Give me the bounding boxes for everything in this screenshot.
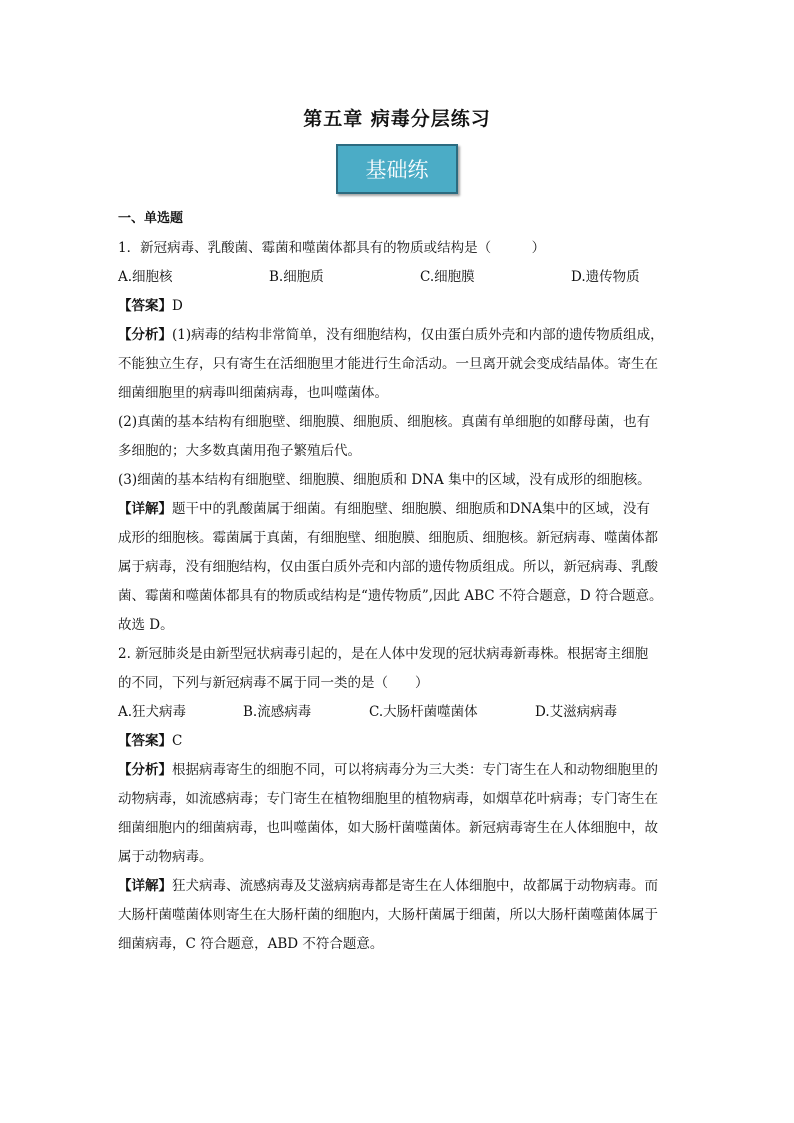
q2-answer xyxy=(118,727,678,756)
analysis-tag: 【分析】 xyxy=(118,762,172,778)
q1-analysis-line: 细菌细胞里的病毒叫细菌病毒，也叫噬菌体。 xyxy=(118,385,388,401)
q1-detail-line xyxy=(118,495,678,524)
detail-tag: 【详解】 xyxy=(118,501,172,517)
question-content xyxy=(118,234,678,959)
q1-option-c: C.细胞膜 xyxy=(420,269,475,285)
level-badge: 基础练 xyxy=(336,144,458,194)
q1-answer xyxy=(118,292,678,321)
q2-analysis-line xyxy=(118,756,678,785)
section-heading: 一、单选题 xyxy=(118,211,184,226)
q2-analysis-line: 细菌细胞内的细菌病毒，也叫噬菌体，如大肠杆菌噬菌体。新冠病毒寄生在人体细胞中，故 xyxy=(118,820,658,836)
q2-detail-line: 大肠杆菌噬菌体则寄生在大肠杆菌的细胞内，大肠杆菌属于细菌，所以大肠杆菌噬菌体属于 xyxy=(118,907,658,923)
text-line: 狂犬病毒、流感病毒及艾滋病病毒都是寄生在人体细胞中，故都属于动物病毒。而 xyxy=(172,878,658,894)
q1-options xyxy=(118,263,678,292)
q1-detail-line: 故选 D。 xyxy=(118,617,174,633)
q2-analysis-line: 属于动物病毒。 xyxy=(118,849,213,865)
q1-detail-line: 属于病毒，没有细胞结构，仅由蛋白质外壳和内部的遗传物质组成。所以，新冠病毒、乳酸 xyxy=(118,559,658,575)
text-line: 根据病毒寄生的细胞不同，可以将病毒分为三大类：专门寄生在人和动物细胞里的 xyxy=(172,762,658,778)
answer-value: C xyxy=(172,733,183,749)
q2-options xyxy=(118,698,678,727)
q1-option-b: B.细胞质 xyxy=(269,269,324,285)
q2-option-d: D.艾滋病病毒 xyxy=(535,704,618,720)
answer-value: D xyxy=(172,298,183,314)
page-title: 第五章 病毒分层练习 xyxy=(303,108,491,130)
text-line: (1)病毒的结构非常简单，没有细胞结构，仅由蛋白质外壳和内部的遗传物质组成， xyxy=(172,327,664,343)
q2-stem-line: 的不同，下列与新冠病毒不属于同一类的是（ ） xyxy=(118,675,429,691)
q2-stem-line: 2. 新冠肺炎是由新型冠状病毒引起的，是在人体中发现的冠状病毒新毒株。根据寄主细胞 xyxy=(118,646,649,662)
q1-detail-line: 菌、霉菌和噬菌体都具有的物质或结构是“遗传物质”,因此 ABC 不符合题意，D 符合题意。 xyxy=(118,588,663,604)
q1-option-a: A.细胞核 xyxy=(118,269,173,285)
answer-tag: 【答案】 xyxy=(118,733,172,749)
q2-analysis-line: 动物病毒，如流感病毒；专门寄生在植物细胞里的植物病毒，如烟草花叶病毒；专门寄生在 xyxy=(118,791,658,807)
q1-detail-line: 成形的细胞核。霉菌属于真菌，有细胞壁、细胞膜、细胞质、细胞核。新冠病毒、噬菌体都 xyxy=(118,530,658,546)
q2-option-c: C.大肠杆菌噬菌体 xyxy=(369,704,478,720)
q1-analysis-line: 不能独立生存，只有寄生在活细胞里才能进行生命活动。一旦离开就会变成结晶体。寄生在 xyxy=(118,356,658,372)
q2-detail-line xyxy=(118,872,678,901)
q1-stem: 1．新冠病毒、乳酸菌、霉菌和噬菌体都具有的物质或结构是（ ） xyxy=(118,240,546,256)
q1-analysis-line xyxy=(118,321,678,350)
q1-analysis-line: 多细胞的；大多数真菌用孢子繁殖后代。 xyxy=(118,443,361,459)
answer-tag: 【答案】 xyxy=(118,298,172,314)
analysis-tag: 【分析】 xyxy=(118,327,172,343)
text-line: 题干中的乳酸菌属于细菌。有细胞壁、细胞膜、细胞质和DNA集中的区域，没有 xyxy=(172,501,650,517)
q1-analysis-line: (3)细菌的基本结构有细胞壁、细胞膜、细胞质和 DNA 集中的区域，没有成形的细胞核。 xyxy=(118,472,651,488)
q2-option-a: A.狂犬病毒 xyxy=(118,704,187,720)
q2-detail-line: 细菌病毒，C 符合题意，ABD 不符合题意。 xyxy=(118,936,384,952)
q2-option-b: B.流感病毒 xyxy=(243,704,312,720)
q1-option-d: D.遗传物质 xyxy=(571,269,640,285)
q1-analysis-line: (2)真菌的基本结构有细胞壁、细胞膜、细胞质、细胞核。真菌有单细胞的如酵母菌，也有 xyxy=(118,414,651,430)
detail-tag: 【详解】 xyxy=(118,878,172,894)
